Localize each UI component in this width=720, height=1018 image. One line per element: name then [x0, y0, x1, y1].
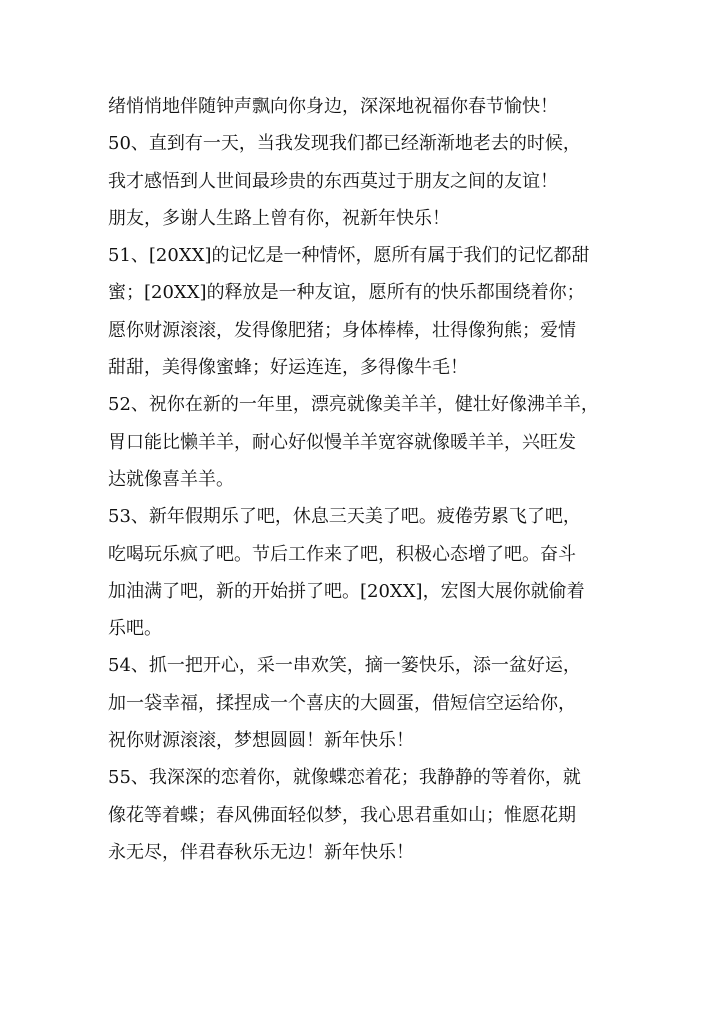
- text-line: 加一袋幸福，揉捏成一个喜庆的大圆蛋，借短信空运给你，: [108, 692, 576, 714]
- text-line: 绪悄悄地伴随钟声飘向你身边，深深地祝福你春节愉快！: [108, 96, 558, 117]
- text-line: 55、我深深的恋着你，就像蝶恋着花；我静静的等着你，就: [108, 767, 581, 789]
- text-line: 祝你财源滚滚，梦想圆圆！新年快乐！: [108, 730, 414, 752]
- text-line: 吃喝玩乐疯了吧。节后工作来了吧，积极心态增了吧。奋斗: [108, 543, 576, 565]
- text-line: 加油满了吧，新的开始拼了吧。[20XX]，宏图大展你就偷着: [108, 580, 585, 602]
- text-line: 50、直到有一天，当我发现我们都已经渐渐地老去的时候，: [108, 133, 581, 155]
- text-line: 愿你财源滚滚，发得像肥猪；身体棒棒，壮得像狗熊；爱情: [108, 319, 576, 341]
- text-line: 蜜；[20XX]的释放是一种友谊，愿所有的快乐都围绕着你；: [108, 282, 585, 304]
- text-line: 朋友，多谢人生路上曾有你，祝新年快乐！: [108, 207, 450, 229]
- text-line: 乐吧。: [108, 618, 162, 640]
- text-line: 54、抓一把开心，采一串欢笑，摘一篓快乐，添一盆好运，: [108, 655, 581, 677]
- document-body: [108, 88, 628, 871]
- text-line: 永无尽，伴君春秋乐无边！新年快乐！: [108, 841, 414, 863]
- text-line: 甜甜，美得像蜜蜂；好运连连，多得像牛毛！: [108, 357, 468, 379]
- text-line: 达就像喜羊羊。: [108, 468, 234, 490]
- text-line: 52、祝你在新的一年里，漂亮就像美羊羊，健壮好像沸羊羊，: [108, 394, 599, 416]
- text-line: 像花等着蝶；春风佛面轻似梦，我心思君重如山；惟愿花期: [108, 804, 576, 826]
- text-line: 53、新年假期乐了吧，休息三天美了吧。疲倦劳累飞了吧，: [108, 506, 581, 528]
- text-line: 我才感悟到人世间最珍贵的东西莫过于朋友之间的友谊！: [108, 170, 558, 192]
- text-line: 51、[20XX]的记忆是一种情怀，愿所有属于我们的记忆都甜: [108, 245, 590, 267]
- text-line: 胃口能比懒羊羊，耐心好似慢羊羊宽容就像暖羊羊，兴旺发: [108, 431, 576, 453]
